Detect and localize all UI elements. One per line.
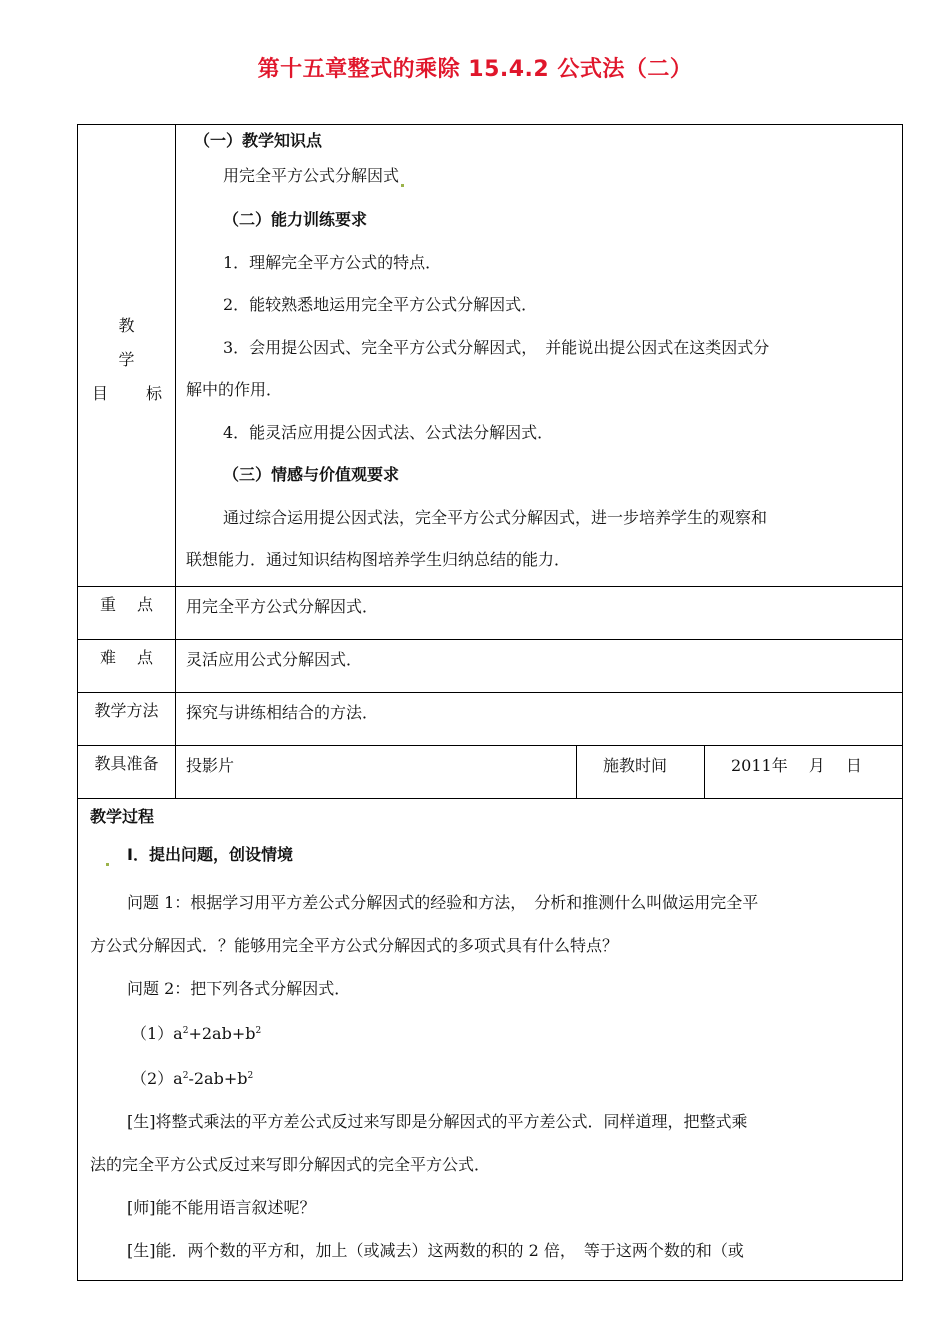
key-point-label: 重 点 bbox=[78, 587, 176, 640]
goals-label-char-1: 教 bbox=[118, 316, 135, 335]
stray-mark bbox=[401, 184, 404, 187]
method-value: 探究与讲练相结合的方法． bbox=[176, 693, 903, 746]
difficult-point-value: 灵活应用公式分解因式． bbox=[176, 640, 903, 693]
process-content bbox=[78, 799, 903, 1281]
ability-item-1: 1．理解完全平方公式的特点． bbox=[223, 252, 442, 272]
ability-item-2: 2．能较熟悉地运用完全平方公式分解因式． bbox=[223, 295, 538, 314]
goals-row bbox=[78, 125, 903, 587]
emotion-heading: （三）情感与价值观要求 bbox=[223, 465, 400, 484]
process-row bbox=[78, 799, 903, 1281]
goals-label-char-2: 学 bbox=[118, 350, 135, 369]
question-2: 问题 2：把下列各式分解因式． bbox=[127, 979, 351, 998]
question-1: 问题 1：根据学习用平方差公式分解因式的经验和方法， 分析和推测什么叫做运用完全平 bbox=[127, 893, 759, 912]
stray-mark bbox=[106, 863, 109, 866]
student-answer-1: [生]将整式乘法的平方差公式反过来写即是分解因式的平方差公式．同样道理，把整式乘 bbox=[127, 1112, 748, 1131]
key-point-row bbox=[78, 587, 903, 640]
student-answer-1-cont: 法的完全平方公式反过来写即分解因式的完全平方公式． bbox=[90, 1155, 491, 1174]
emotion-text-cont: 联想能力．通过知识结构图培养学生归纳总结的能力． bbox=[186, 550, 571, 569]
question-1-cont: 方公式分解因式．？能够用完全平方公式分解因式的多项式具有什么特点？ bbox=[90, 936, 619, 955]
tools-label: 教具准备 bbox=[78, 746, 176, 799]
process-heading: 教学过程 bbox=[90, 807, 155, 826]
ability-item-4: 4．能灵活应用提公因式法、公式法分解因式． bbox=[223, 422, 554, 442]
teacher-question: [师]能不能用语言叙述呢？ bbox=[127, 1198, 316, 1217]
goals-label bbox=[78, 125, 176, 587]
teaching-time-value: 2011年 月 日 bbox=[705, 746, 903, 799]
method-row bbox=[78, 693, 903, 746]
knowledge-text: 用完全平方公式分解因式 bbox=[186, 153, 890, 199]
ability-heading: （二）能力训练要求 bbox=[223, 210, 368, 229]
difficult-point-row bbox=[78, 640, 903, 693]
goals-label-char-4: 标 bbox=[145, 384, 162, 403]
ability-item-3: 3．会用提公因式、完全平方公式分解因式， 并能说出提公因式在这类因式分 bbox=[223, 337, 770, 357]
emotion-text: 通过综合运用提公因式法，完全平方公式分解因式，进一步培养学生的观察和 bbox=[223, 507, 768, 527]
page-title: 第十五章整式的乘除 15.4.2 公式法（二） bbox=[257, 57, 693, 82]
expression-1: $(1)a^2+2ab+b^2$ bbox=[131, 1024, 262, 1043]
key-point-value: 用完全平方公式分解因式． bbox=[176, 587, 903, 640]
tools-row bbox=[78, 746, 903, 799]
ability-item-3-cont: 解中的作用． bbox=[186, 380, 283, 399]
knowledge-heading: （一）教学知识点 bbox=[194, 131, 323, 150]
difficult-point-label: 难 点 bbox=[78, 640, 176, 693]
teaching-time-label: 施教时间 bbox=[577, 746, 705, 799]
tools-value: 投影片 bbox=[176, 746, 577, 799]
method-label: 教学方法 bbox=[78, 693, 176, 746]
expression-2: $(2)a^2-2ab+b^2$ bbox=[131, 1069, 254, 1088]
goals-content bbox=[176, 125, 903, 587]
lesson-plan-table bbox=[77, 124, 903, 1281]
section-heading: Ⅰ．提出问题，创设情境 bbox=[90, 829, 890, 881]
student-answer-2: [生]能．两个数的平方和，加上（或减去）这两数的积的 2 倍， 等于这两个数的和（或 bbox=[127, 1241, 744, 1260]
goals-label-char-3: 目 bbox=[92, 384, 109, 403]
